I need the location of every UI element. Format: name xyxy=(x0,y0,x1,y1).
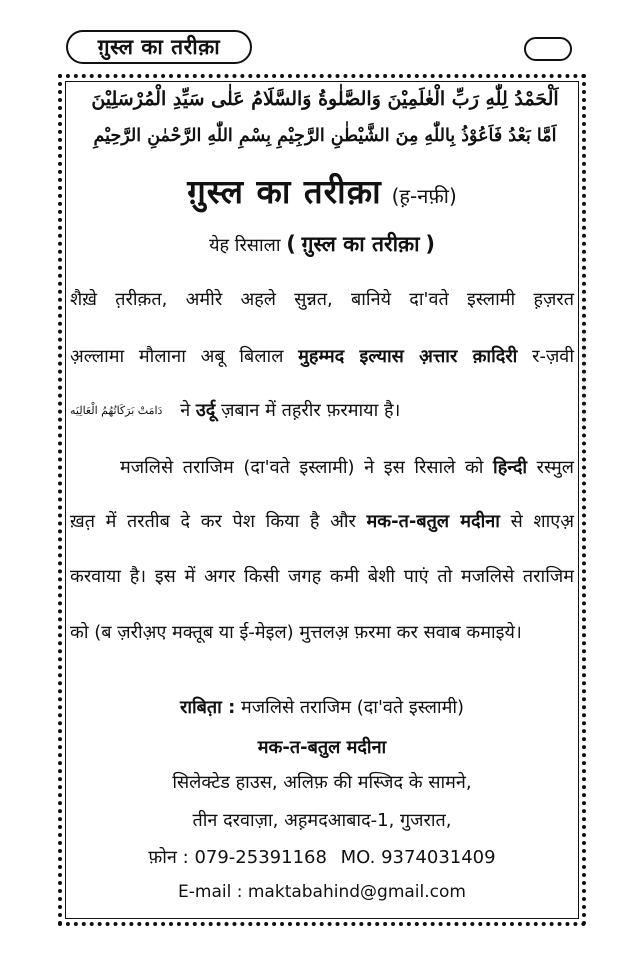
subtitle xyxy=(64,230,580,258)
contact-org: मजलिसे तराजिम (दा'वते इस्लामी) xyxy=(241,697,465,718)
contact-address-1: सिलेक्टेड हाउस, अलिफ़ की मस्जिद के सामने, xyxy=(172,772,472,793)
contact-email: E-mail : maktabahind@gmail.com xyxy=(178,882,466,902)
arabic-invocation-line-1: اَلْحَمْدُ لِلّٰهِ رَبِّ الْعٰلَمِيْنَ وَالصَّلٰوةُ وَالسَّلَامُ عَلٰى سَيِّدِ الْمُرْسَلِيْنَ xyxy=(91,88,559,110)
para1-line2-text-b: र-ज़वी xyxy=(532,346,574,367)
contact-phones xyxy=(64,847,580,869)
header-title-tab xyxy=(66,30,252,64)
para2-line1-text-a: मजलिसे तराजिम (दा'वते इस्लामी) ने इस रिसाले को xyxy=(120,457,484,478)
subtitle-close-paren: ) xyxy=(425,232,435,256)
page-title xyxy=(64,168,580,213)
para2-line4: को (ब ज़रीअ़ए मक्तूब या ई-मेइल) मुत्तलअ़ फ़रमा कर सवाब कमाइये। xyxy=(70,622,522,643)
page-title-main: ग़ुस्ल का तरीक़ा xyxy=(187,172,382,211)
target-script: हिन्दी xyxy=(493,457,528,478)
contact-line xyxy=(64,697,580,719)
mobile-number: MO. 9374031409 xyxy=(340,847,496,868)
para2-line3: करवाया है। इस में अगर किसी जगह कमी बेशी पाएं तो मजलिसे तराजिम xyxy=(70,566,574,587)
subtitle-book-name: ग़ुस्ल का तरीक़ा xyxy=(301,232,420,256)
arabic-invocation-line-2: اَمَّا بَعْدُ فَاَعُوْذُ بِاللّٰهِ مِنَ الشَّيْطٰنِ الرَّجِيْمِ بِسْمِ اللّٰهِ الرَّحْمٰنِ الرَّحِيْمِ xyxy=(93,126,557,146)
para1-line2-text-a: अ़ल्लामा मौलाना अबू बिलाल xyxy=(70,346,284,367)
page-title-suffix: (ह़-नफ़ी) xyxy=(391,184,457,208)
contact-label: राबित़ा : xyxy=(179,697,236,718)
para2-line1 xyxy=(120,457,574,479)
source-language: उर्दू xyxy=(195,400,216,421)
contact-address-2: तीन दरवाज़ा, अह़मदआबाद-1, गुजरात, xyxy=(192,810,452,831)
phone-label: फ़ोन : xyxy=(148,847,189,868)
para2-line1-text-b: रस्मुल xyxy=(536,457,574,478)
subtitle-open-paren: ( xyxy=(286,232,296,256)
para2-line2 xyxy=(70,511,574,533)
publisher-name: मक-त-बतुल मदीना xyxy=(366,511,500,532)
para2-line2-text-b: से शाएअ़ xyxy=(510,511,574,532)
para1-line3-text-b: ज़बान में तह़रीर फ़रमाया है। xyxy=(221,400,401,421)
phone-number: 079-25391168 xyxy=(194,847,327,868)
para1-line3-text-a: ने xyxy=(180,400,191,421)
arabic-honorific: دَامَتْ بَرَكَاتُهُمُ الْعَالِيَه xyxy=(70,404,163,418)
contact-publisher: मक-त-बतुल मदीना xyxy=(257,737,387,758)
para1-line3 xyxy=(70,400,574,422)
para1-line1: शैख़े त़रीक़त, अमीरे अहले सुन्नत, बानिये दा'वते इस्लामी ह़ज़रत xyxy=(70,289,574,310)
header-title: ग़ुस्ल का तरीक़ा xyxy=(97,35,221,59)
page-number-pill xyxy=(524,37,572,61)
para1-line2 xyxy=(70,346,574,368)
subtitle-prefix: येह रिसाला xyxy=(209,235,281,256)
para2-line2-text-a: ख़त़ में तरतीब दे कर पेश किया है और xyxy=(70,511,356,532)
author-name: मुहम्मद इल्यास अ़त्तार क़ादिरी xyxy=(298,346,518,367)
